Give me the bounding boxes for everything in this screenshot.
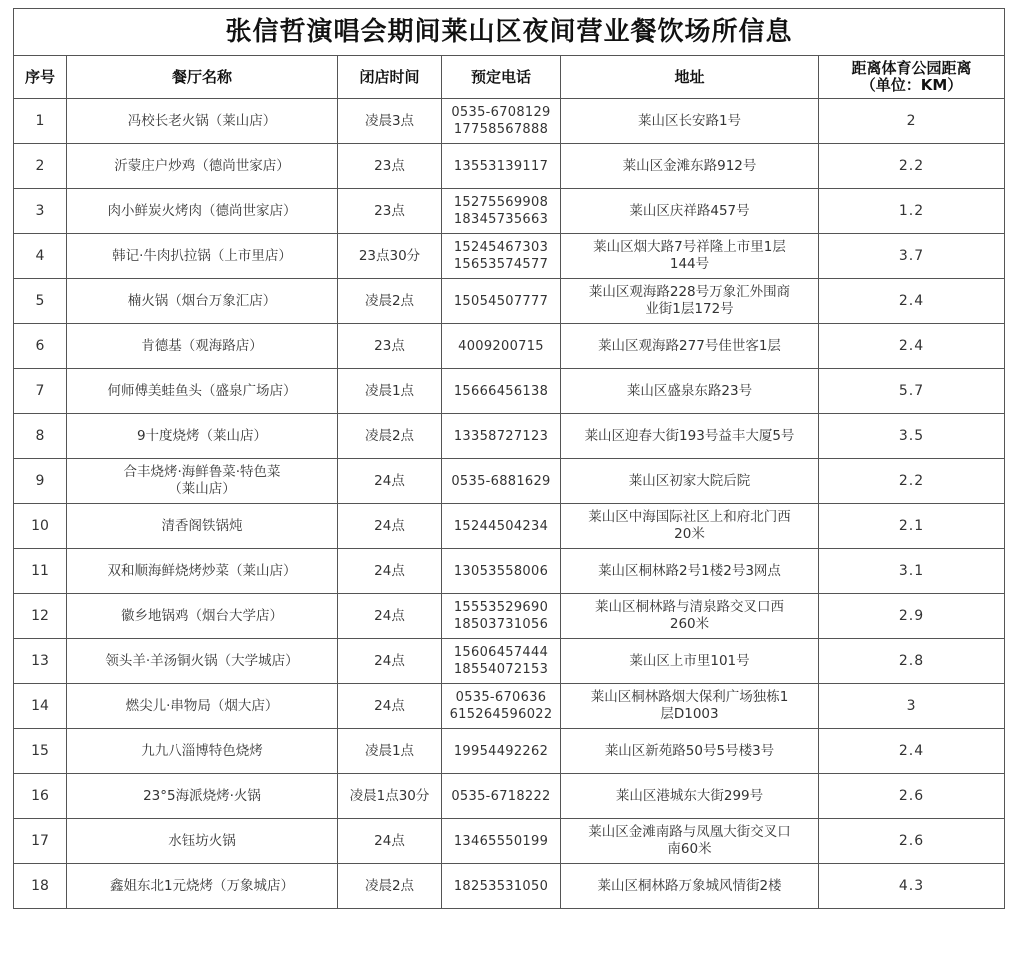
close-time bbox=[338, 369, 442, 414]
phone-number bbox=[442, 729, 561, 774]
table-row bbox=[14, 144, 1005, 189]
row-index bbox=[14, 234, 67, 279]
address bbox=[561, 504, 819, 549]
table-row bbox=[14, 684, 1005, 729]
distance-km bbox=[819, 99, 1005, 144]
close-time-text: 24点 bbox=[374, 652, 405, 669]
row-index bbox=[14, 279, 67, 324]
phone-number-text: 13465550199 bbox=[453, 833, 549, 849]
address-text: 业街1层172号 bbox=[645, 301, 734, 317]
row-index-text: 11 bbox=[31, 562, 49, 579]
phone-number bbox=[442, 189, 561, 234]
address bbox=[561, 369, 819, 414]
phone-number-text: 0535-6881629 bbox=[451, 473, 551, 489]
address-text: 莱山区盛泉东路23号 bbox=[626, 382, 753, 399]
close-time-text: 23点 bbox=[374, 157, 405, 174]
address-text: 莱山区上市里101号 bbox=[629, 652, 750, 669]
restaurant-name bbox=[67, 324, 338, 369]
address bbox=[561, 144, 819, 189]
phone-number bbox=[442, 144, 561, 189]
restaurant-info-sheet bbox=[13, 8, 1004, 909]
header-distance-line2: （单位：KM） bbox=[860, 76, 963, 94]
row-index-text: 16 bbox=[31, 787, 49, 804]
header-close-time: 闭店时间 bbox=[338, 56, 442, 99]
address bbox=[561, 684, 819, 729]
address bbox=[561, 234, 819, 279]
row-index-text: 10 bbox=[31, 517, 49, 534]
distance-km-text: 2.2 bbox=[898, 472, 925, 489]
restaurant-name-text: 九九八淄博特色烧烤 bbox=[141, 742, 263, 759]
distance-km bbox=[819, 414, 1005, 459]
close-time-text: 凌晨3点 bbox=[364, 112, 415, 129]
row-index-text: 3 bbox=[35, 202, 45, 219]
address bbox=[561, 414, 819, 459]
phone-number-text: 18253531050 bbox=[453, 878, 549, 894]
table-row bbox=[14, 99, 1005, 144]
row-index bbox=[14, 189, 67, 234]
close-time-text: 凌晨1点 bbox=[364, 742, 415, 759]
address bbox=[561, 279, 819, 324]
phone-number bbox=[442, 234, 561, 279]
phone-number bbox=[442, 684, 561, 729]
phone-number-text: 18554072153 bbox=[453, 662, 549, 677]
address bbox=[561, 774, 819, 819]
row-index-text: 4 bbox=[35, 247, 45, 264]
close-time-text: 凌晨2点 bbox=[364, 427, 415, 444]
restaurant-name-text: 鑫姐东北1元烧烤（万象城店） bbox=[109, 877, 295, 894]
address-text: 莱山区桐林路与清泉路交叉口西 bbox=[595, 599, 784, 615]
restaurant-name bbox=[67, 189, 338, 234]
row-index bbox=[14, 99, 67, 144]
row-index-text: 13 bbox=[31, 652, 49, 669]
header-phone: 预定电话 bbox=[442, 56, 561, 99]
address-text: 莱山区迎春大街193号益丰大厦5号 bbox=[584, 427, 795, 444]
restaurant-name bbox=[67, 864, 338, 909]
close-time bbox=[338, 819, 442, 864]
restaurant-name-text: 肉小鲜炭火烤肉（德尚世家店） bbox=[107, 202, 297, 219]
row-index-text: 2 bbox=[35, 157, 45, 174]
phone-number bbox=[442, 864, 561, 909]
close-time-text: 24点 bbox=[374, 607, 405, 624]
phone-number bbox=[442, 819, 561, 864]
table-row bbox=[14, 864, 1005, 909]
row-index bbox=[14, 639, 67, 684]
address-text: 莱山区港城东大街299号 bbox=[615, 787, 764, 804]
restaurant-name-text: 徽乡地锅鸡（烟台大学店） bbox=[121, 607, 283, 624]
address-text: 莱山区中海国际社区上和府北门西 bbox=[588, 509, 791, 525]
row-index bbox=[14, 414, 67, 459]
page-title: 张信哲演唱会期间莱山区夜间营业餐饮场所信息 bbox=[14, 9, 1005, 56]
restaurant-name-text: 冯校长老火锅（莱山店） bbox=[127, 112, 277, 129]
close-time bbox=[338, 234, 442, 279]
address bbox=[561, 639, 819, 684]
address-text: 20米 bbox=[674, 526, 705, 542]
distance-km bbox=[819, 369, 1005, 414]
address-text: 144号 bbox=[669, 256, 710, 272]
phone-number-text: 0535-6718222 bbox=[451, 788, 551, 804]
row-index bbox=[14, 144, 67, 189]
distance-km-text: 2.9 bbox=[898, 607, 925, 624]
distance-km bbox=[819, 864, 1005, 909]
distance-km-text: 3 bbox=[906, 697, 917, 714]
table-row bbox=[14, 459, 1005, 504]
distance-km bbox=[819, 819, 1005, 864]
phone-number-text: 17758567888 bbox=[453, 122, 549, 137]
phone-number-text: 15606457444 bbox=[453, 645, 549, 660]
header-index: 序号 bbox=[14, 56, 67, 99]
address bbox=[561, 594, 819, 639]
address-text: 莱山区庆祥路457号 bbox=[629, 202, 750, 219]
row-index-text: 9 bbox=[35, 472, 45, 489]
address bbox=[561, 459, 819, 504]
address-text: 莱山区长安路1号 bbox=[637, 112, 742, 129]
restaurant-name bbox=[67, 504, 338, 549]
close-time bbox=[338, 504, 442, 549]
phone-number-text: 13053558006 bbox=[453, 563, 549, 579]
close-time-text: 凌晨2点 bbox=[364, 877, 415, 894]
close-time-text: 24点 bbox=[374, 517, 405, 534]
restaurant-name bbox=[67, 279, 338, 324]
distance-km bbox=[819, 774, 1005, 819]
close-time-text: 23点 bbox=[374, 202, 405, 219]
restaurant-name bbox=[67, 549, 338, 594]
distance-km-text: 2.6 bbox=[898, 787, 925, 804]
restaurant-name bbox=[67, 684, 338, 729]
address bbox=[561, 549, 819, 594]
table-row bbox=[14, 189, 1005, 234]
close-time-text: 凌晨1点 bbox=[364, 382, 415, 399]
phone-number bbox=[442, 414, 561, 459]
address bbox=[561, 819, 819, 864]
close-time bbox=[338, 729, 442, 774]
address bbox=[561, 99, 819, 144]
restaurant-name-text: 23°5海派烧烤·火锅 bbox=[143, 787, 261, 804]
address-text: 莱山区桐林路万象城风情街2楼 bbox=[597, 877, 782, 894]
restaurant-name-text: 领头羊·羊汤铜火锅（大学城店） bbox=[105, 652, 299, 669]
distance-km bbox=[819, 639, 1005, 684]
address-text: 南60米 bbox=[667, 841, 712, 857]
restaurant-name-text: 韩记·牛肉扒拉锅（上市里店） bbox=[112, 247, 292, 264]
address-text: 莱山区观海路228号万象汇外围商 bbox=[588, 284, 791, 300]
address-text: 莱山区金滩东路912号 bbox=[622, 157, 757, 174]
distance-km bbox=[819, 459, 1005, 504]
phone-number bbox=[442, 774, 561, 819]
close-time bbox=[338, 414, 442, 459]
row-index bbox=[14, 504, 67, 549]
close-time bbox=[338, 324, 442, 369]
phone-number-text: 0535-6708129 bbox=[451, 105, 551, 120]
table-row bbox=[14, 234, 1005, 279]
phone-number-text: 15653574577 bbox=[453, 257, 549, 272]
address-text: 莱山区初家大院后院 bbox=[628, 472, 751, 489]
distance-km-text: 2.8 bbox=[898, 652, 925, 669]
distance-km-text: 2.4 bbox=[898, 292, 925, 309]
row-index-text: 5 bbox=[35, 292, 45, 309]
header-address: 地址 bbox=[561, 56, 819, 99]
table-row bbox=[14, 774, 1005, 819]
row-index bbox=[14, 684, 67, 729]
close-time bbox=[338, 279, 442, 324]
phone-number bbox=[442, 99, 561, 144]
close-time bbox=[338, 594, 442, 639]
address-text: 莱山区烟大路7号祥隆上市里1层 bbox=[593, 239, 786, 255]
phone-number bbox=[442, 594, 561, 639]
distance-km bbox=[819, 189, 1005, 234]
distance-km bbox=[819, 729, 1005, 774]
row-index-text: 8 bbox=[35, 427, 45, 444]
distance-km-text: 4.3 bbox=[898, 877, 925, 894]
address bbox=[561, 864, 819, 909]
row-index-text: 1 bbox=[35, 112, 45, 129]
row-index-text: 7 bbox=[35, 382, 45, 399]
address-text: 莱山区桐林路烟大保利广场独栋1 bbox=[590, 689, 789, 705]
table-row bbox=[14, 639, 1005, 684]
phone-number bbox=[442, 459, 561, 504]
restaurant-name-text: 双和顺海鲜烧烤炒菜（莱山店） bbox=[107, 562, 297, 579]
restaurant-name bbox=[67, 639, 338, 684]
table-row bbox=[14, 504, 1005, 549]
row-index bbox=[14, 819, 67, 864]
restaurant-name bbox=[67, 414, 338, 459]
distance-km bbox=[819, 684, 1005, 729]
table-row bbox=[14, 369, 1005, 414]
address bbox=[561, 324, 819, 369]
restaurant-name bbox=[67, 774, 338, 819]
close-time-text: 24点 bbox=[374, 472, 405, 489]
phone-number-text: 18503731056 bbox=[453, 617, 549, 632]
phone-number-text: 15275569908 bbox=[453, 195, 549, 210]
distance-km bbox=[819, 594, 1005, 639]
phone-number-text: 19954492262 bbox=[453, 743, 549, 759]
distance-km bbox=[819, 549, 1005, 594]
distance-km bbox=[819, 504, 1005, 549]
row-index-text: 18 bbox=[31, 877, 49, 894]
table-header-row bbox=[14, 56, 1005, 99]
header-name: 餐厅名称 bbox=[67, 56, 338, 99]
restaurant-name-text: 楠火锅（烟台万象汇店） bbox=[127, 292, 277, 309]
distance-km bbox=[819, 234, 1005, 279]
distance-km-text: 2.1 bbox=[898, 517, 925, 534]
phone-number-text: 15054507777 bbox=[453, 293, 549, 309]
close-time bbox=[338, 189, 442, 234]
row-index bbox=[14, 729, 67, 774]
restaurant-name-text: 清香阁铁锅炖 bbox=[161, 517, 243, 534]
restaurant-table bbox=[13, 8, 1005, 909]
phone-number-text: 4009200715 bbox=[458, 338, 544, 354]
restaurant-name-text: 9十度烧烤（莱山店） bbox=[136, 427, 268, 444]
close-time-text: 凌晨1点30分 bbox=[349, 787, 430, 804]
address-text: 层D1003 bbox=[660, 706, 719, 722]
restaurant-name-text: 何师傅美蛙鱼头（盛泉广场店） bbox=[107, 382, 297, 399]
distance-km bbox=[819, 144, 1005, 189]
table-row bbox=[14, 549, 1005, 594]
header-distance-line1: 距离体育公园距离 bbox=[851, 59, 972, 77]
address bbox=[561, 189, 819, 234]
distance-km bbox=[819, 279, 1005, 324]
distance-km-text: 1.2 bbox=[898, 202, 925, 219]
phone-number-text: 13358727123 bbox=[453, 428, 549, 444]
close-time-text: 24点 bbox=[374, 697, 405, 714]
row-index-text: 17 bbox=[31, 832, 49, 849]
close-time bbox=[338, 684, 442, 729]
table-row bbox=[14, 594, 1005, 639]
distance-km-text: 2 bbox=[906, 112, 917, 129]
restaurant-name-text: 燃尖儿·串物局（烟大店） bbox=[125, 697, 279, 714]
row-index bbox=[14, 774, 67, 819]
row-index bbox=[14, 369, 67, 414]
phone-number bbox=[442, 324, 561, 369]
restaurant-name bbox=[67, 594, 338, 639]
table-row bbox=[14, 414, 1005, 459]
close-time bbox=[338, 774, 442, 819]
phone-number bbox=[442, 549, 561, 594]
row-index-text: 15 bbox=[31, 742, 49, 759]
distance-km-text: 3.7 bbox=[898, 247, 925, 264]
restaurant-name bbox=[67, 819, 338, 864]
distance-km bbox=[819, 324, 1005, 369]
restaurant-name bbox=[67, 729, 338, 774]
row-index bbox=[14, 549, 67, 594]
phone-number bbox=[442, 279, 561, 324]
row-index bbox=[14, 594, 67, 639]
row-index-text: 12 bbox=[31, 607, 49, 624]
phone-number-text: 18345735663 bbox=[453, 212, 549, 227]
address-text: 莱山区新苑路50号5号楼3号 bbox=[604, 742, 775, 759]
restaurant-name bbox=[67, 144, 338, 189]
restaurant-name-text: 水钰坊火锅 bbox=[168, 832, 236, 849]
phone-number bbox=[442, 639, 561, 684]
address bbox=[561, 729, 819, 774]
table-row bbox=[14, 324, 1005, 369]
row-index bbox=[14, 324, 67, 369]
table-row bbox=[14, 279, 1005, 324]
restaurant-name bbox=[67, 234, 338, 279]
close-time-text: 24点 bbox=[374, 562, 405, 579]
close-time-text: 24点 bbox=[374, 832, 405, 849]
distance-km-text: 2.2 bbox=[898, 157, 925, 174]
close-time-text: 23点30分 bbox=[358, 247, 421, 264]
distance-km-text: 3.1 bbox=[898, 562, 925, 579]
restaurant-name-text: 合丰烧烤·海鲜鲁菜·特色菜 bbox=[123, 464, 281, 480]
distance-km-text: 5.7 bbox=[898, 382, 925, 399]
close-time bbox=[338, 639, 442, 684]
close-time bbox=[338, 459, 442, 504]
address-text: 莱山区金滩南路与凤凰大街交叉口 bbox=[588, 824, 791, 840]
close-time bbox=[338, 549, 442, 594]
phone-number bbox=[442, 369, 561, 414]
phone-number-text: 13553139117 bbox=[453, 158, 549, 174]
header-distance bbox=[819, 56, 1005, 99]
close-time bbox=[338, 864, 442, 909]
phone-number-text: 15666456138 bbox=[453, 383, 549, 399]
table-row bbox=[14, 819, 1005, 864]
row-index-text: 14 bbox=[31, 697, 49, 714]
address-text: 260米 bbox=[669, 616, 710, 632]
row-index-text: 6 bbox=[35, 337, 45, 354]
table-row bbox=[14, 729, 1005, 774]
close-time-text: 23点 bbox=[374, 337, 405, 354]
phone-number-text: 0535-670636 bbox=[455, 690, 547, 705]
distance-km-text: 2.6 bbox=[898, 832, 925, 849]
restaurant-name bbox=[67, 369, 338, 414]
close-time-text: 凌晨2点 bbox=[364, 292, 415, 309]
restaurant-name bbox=[67, 459, 338, 504]
phone-number-text: 15553529690 bbox=[453, 600, 549, 615]
distance-km-text: 3.5 bbox=[898, 427, 925, 444]
close-time bbox=[338, 99, 442, 144]
address-text: 莱山区观海路277号佳世客1层 bbox=[598, 337, 781, 354]
phone-number-text: 615264596022 bbox=[449, 707, 553, 722]
phone-number-text: 15244504234 bbox=[453, 518, 549, 534]
restaurant-name-text: 肯德基（观海路店） bbox=[141, 337, 263, 354]
close-time bbox=[338, 144, 442, 189]
row-index bbox=[14, 864, 67, 909]
row-index bbox=[14, 459, 67, 504]
restaurant-name-text: （莱山店） bbox=[168, 481, 236, 497]
address-text: 莱山区桐林路2号1楼2号3网点 bbox=[598, 562, 781, 579]
distance-km-text: 2.4 bbox=[898, 337, 925, 354]
phone-number bbox=[442, 504, 561, 549]
distance-km-text: 2.4 bbox=[898, 742, 925, 759]
restaurant-name bbox=[67, 99, 338, 144]
phone-number-text: 15245467303 bbox=[453, 240, 549, 255]
restaurant-name-text: 沂蒙庄户炒鸡（德尚世家店） bbox=[114, 157, 290, 174]
